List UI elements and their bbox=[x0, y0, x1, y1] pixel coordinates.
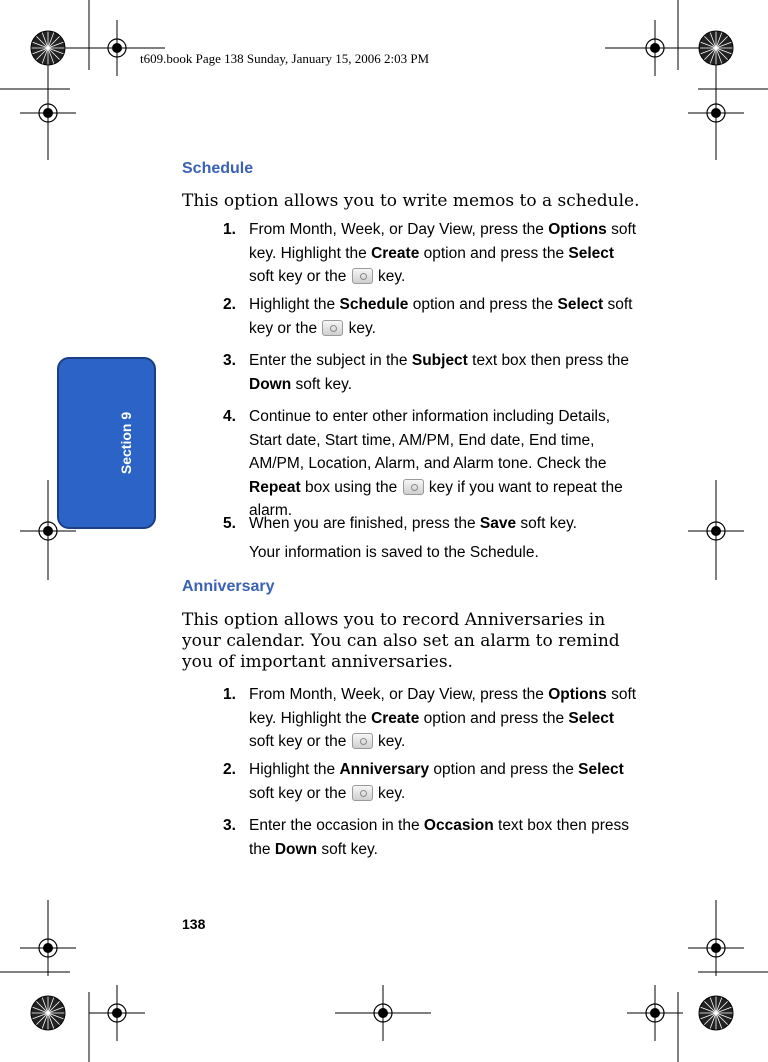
schedule-step-5: 5. When you are finished, press the Save soft key. bbox=[223, 512, 643, 536]
ok-key-icon bbox=[352, 268, 373, 284]
anniversary-intro: This option allows you to record Anniversaries in your calendar. You can also set an alarm to remind you of important anniversaries. bbox=[182, 610, 620, 672]
step-number: 2. bbox=[223, 296, 236, 313]
schedule-step-4: 4. Continue to enter other information including Details, Start date, Start time, AM/PM, End date, End time, AM/PM, Location, Alarm, and Alarm tone. Check the Repeat box using the key if you want to repeat the alarm. bbox=[223, 405, 643, 523]
schedule-intro: This option allows you to write memos to a schedule. bbox=[182, 191, 640, 211]
step-number: 3. bbox=[223, 817, 236, 834]
section-tab bbox=[57, 357, 156, 529]
ok-key-icon bbox=[403, 479, 424, 495]
schedule-step-2: 2. Highlight the Schedule option and press the Select soft key or the key. bbox=[223, 293, 643, 340]
anniversary-step-3: 3. Enter the occasion in the Occasion text box then press the Down soft key. bbox=[223, 814, 643, 861]
schedule-heading: Schedule bbox=[182, 160, 254, 177]
anniversary-heading: Anniversary bbox=[182, 578, 275, 595]
ok-key-icon bbox=[352, 785, 373, 801]
step-number: 3. bbox=[223, 352, 236, 369]
step-number: 2. bbox=[223, 761, 236, 778]
print-header: t609.book Page 138 Sunday, January 15, 2006 2:03 PM bbox=[140, 51, 430, 66]
section-label: Section 9 bbox=[118, 411, 134, 475]
step-number: 4. bbox=[223, 408, 236, 425]
step-number: 5. bbox=[223, 515, 236, 532]
ok-key-icon bbox=[322, 320, 343, 336]
anniversary-step-1: 1. From Month, Week, or Day View, press the Options soft key. Highlight the Create option and press the Select soft key or the key. bbox=[223, 683, 643, 754]
schedule-step-1: 1. From Month, Week, or Day View, press the Options soft key. Highlight the Create option and press the Select soft key or the key. bbox=[223, 218, 643, 289]
page-number: 138 bbox=[182, 916, 206, 932]
step-number: 1. bbox=[223, 221, 236, 238]
ok-key-icon bbox=[352, 733, 373, 749]
schedule-step-3: 3. Enter the subject in the Subject text box then press the Down soft key. bbox=[223, 349, 643, 396]
schedule-note: Your information is saved to the Schedule. bbox=[249, 544, 539, 561]
anniversary-step-2: 2. Highlight the Anniversary option and press the Select soft key or the key. bbox=[223, 758, 643, 805]
step-number: 1. bbox=[223, 686, 236, 703]
